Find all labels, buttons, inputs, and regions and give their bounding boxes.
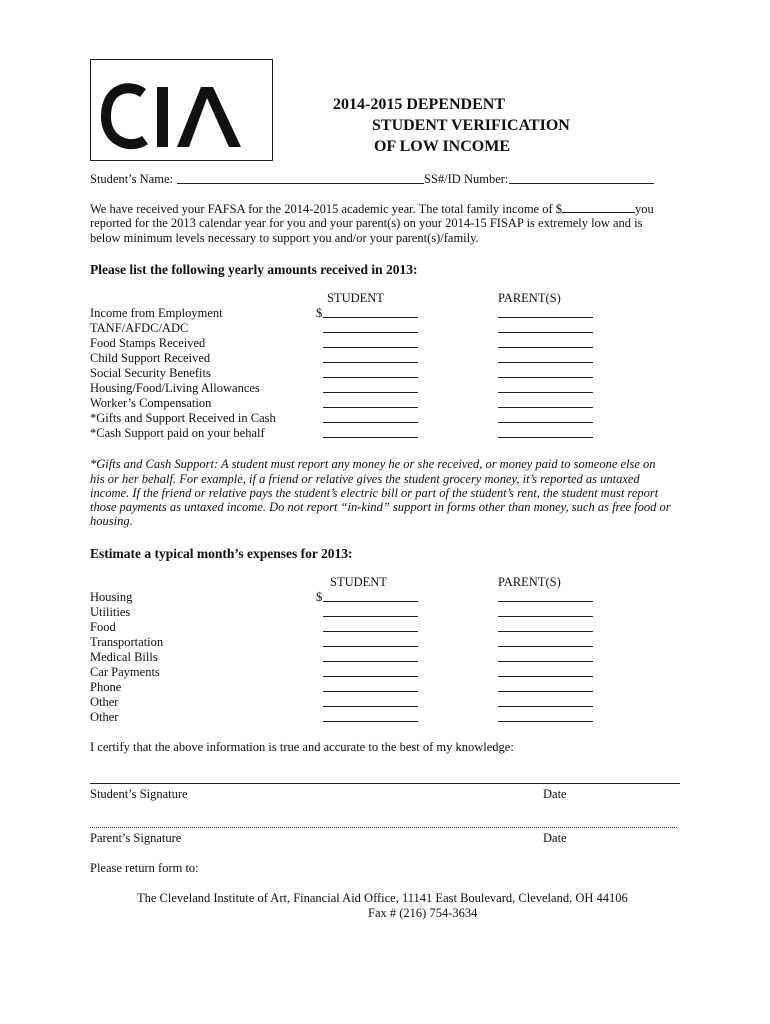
expense-parent-amount-field[interactable] [498,661,593,662]
gifts-note-line-4: those payments as untaxed income. Do not report “in-kind” support in forms other than money, such as free food or [90,500,671,514]
ss-id-label: SS#/ID Number: [424,172,509,186]
expense-student-amount-field[interactable] [323,601,418,602]
certify-statement: I certify that the above information is true and accurate to the best of my knowledge: [90,740,514,754]
gifts-note-line-3: income. If the friend or relative pays the student’s electric bill or part of the student’s rent, the student must report [90,486,659,500]
income-student-column-header: STUDENT [327,291,384,305]
student-signature-line[interactable] [90,783,680,784]
expense-student-amount-field[interactable] [323,646,418,647]
intro-line-1-text: We have received your FAFSA for the 2014-2015 academic year. The total family income of $ [90,202,562,216]
intro-line-1-end: you [635,202,654,216]
income-parent-amount-field[interactable] [498,377,593,378]
cia-logo [90,59,273,161]
gifts-note-line-5: housing. [90,514,133,528]
income-student-amount-field[interactable] [323,422,418,423]
parent-signature-label: Parent’s Signature [90,831,182,845]
expense-student-amount-field[interactable] [323,721,418,722]
form-title-line-3: OF LOW INCOME [374,138,511,155]
student-name-field[interactable] [177,183,424,184]
form-title-line-1: 2014-2015 DEPENDENT [333,96,506,113]
income-item-label: *Gifts and Support Received in Cash [90,411,276,425]
student-date-label: Date [543,787,567,801]
expense-parent-amount-field[interactable] [498,601,593,602]
income-section-heading: Please list the following yearly amounts received in 2013: [90,262,418,277]
income-student-amount-field[interactable] [323,347,418,348]
intro-line-3: below minimum levels necessary to support you and/or your parent(s)/family. [90,231,479,245]
expense-item-label: Medical Bills [90,650,158,664]
income-student-amount-field[interactable] [323,407,418,408]
fax-number: Fax # (216) 754-3634 [368,906,478,920]
expense-section-heading: Estimate a typical month’s expenses for 2013: [90,546,353,561]
income-parent-column-header: PARENT(S) [498,291,561,305]
income-parent-amount-field[interactable] [498,392,593,393]
expense-parent-amount-field[interactable] [498,721,593,722]
student-signature-label: Student’s Signature [90,787,188,801]
expense-currency-symbol: $ [316,590,323,604]
expense-parent-amount-field[interactable] [498,691,593,692]
income-student-amount-field[interactable] [323,362,418,363]
income-item-label: TANF/AFDC/ADC [90,321,189,335]
intro-line-1 [90,201,654,217]
income-student-amount-field[interactable] [323,437,418,438]
parent-signature-line[interactable] [90,827,677,828]
expense-parent-amount-field[interactable] [498,676,593,677]
income-item-label: Social Security Benefits [90,366,211,380]
income-item-label: *Cash Support paid on your behalf [90,426,265,440]
family-income-field[interactable] [562,201,635,213]
expense-item-label: Other [90,695,119,709]
income-student-amount-field[interactable] [323,392,418,393]
income-item-label: Housing/Food/Living Allowances [90,381,260,395]
expense-item-label: Housing [90,590,133,604]
expense-item-label: Phone [90,680,122,694]
income-parent-amount-field[interactable] [498,347,593,348]
intro-line-2: reported for the 2013 calendar year for you and your parent(s) on your 2014-15 FISAP is extremely low and is [90,216,643,230]
expense-parent-amount-field[interactable] [498,631,593,632]
income-parent-amount-field[interactable] [498,407,593,408]
income-student-amount-field[interactable] [323,317,418,318]
parent-date-label: Date [543,831,567,845]
cia-logo-mark [91,60,272,160]
expense-student-amount-field[interactable] [323,661,418,662]
expense-student-amount-field[interactable] [323,631,418,632]
expense-student-column-header: STUDENT [330,575,387,589]
expense-parent-amount-field[interactable] [498,646,593,647]
expense-item-label: Utilities [90,605,131,619]
return-label: Please return form to: [90,861,199,875]
income-parent-amount-field[interactable] [498,362,593,363]
return-address: The Cleveland Institute of Art, Financial Aid Office, 11141 East Boulevard, Cleveland, OH 44106 [137,891,628,905]
expense-parent-amount-field[interactable] [498,706,593,707]
expense-item-label: Food [90,620,116,634]
income-item-label: Food Stamps Received [90,336,206,350]
expense-parent-column-header: PARENT(S) [498,575,561,589]
expense-item-label: Other [90,710,119,724]
gifts-note-line-2: his or her behalf. For example, if a friend or relative gives the student grocery money, it’s reported as untaxed [90,472,640,486]
income-currency-symbol: $ [316,306,323,320]
income-parent-amount-field[interactable] [498,422,593,423]
expense-student-amount-field[interactable] [323,706,418,707]
income-parent-amount-field[interactable] [498,317,593,318]
income-item-label: Worker’s Compensation [90,396,212,410]
student-name-label: Student’s Name: [90,172,173,186]
expense-student-amount-field[interactable] [323,676,418,677]
ss-id-field[interactable] [509,183,654,184]
income-item-label: Child Support Received [90,351,211,365]
expense-item-label: Transportation [90,635,164,649]
income-item-label: Income from Employment [90,306,223,320]
income-student-amount-field[interactable] [323,332,418,333]
income-student-amount-field[interactable] [323,377,418,378]
form-title-line-2: STUDENT VERIFICATION [372,117,570,134]
expense-item-label: Car Payments [90,665,160,679]
expense-parent-amount-field[interactable] [498,616,593,617]
gifts-note-line-1: *Gifts and Cash Support: A student must report any money he or she received, or money paid to someone else on [90,457,656,471]
expense-student-amount-field[interactable] [323,616,418,617]
income-parent-amount-field[interactable] [498,437,593,438]
income-parent-amount-field[interactable] [498,332,593,333]
expense-student-amount-field[interactable] [323,691,418,692]
